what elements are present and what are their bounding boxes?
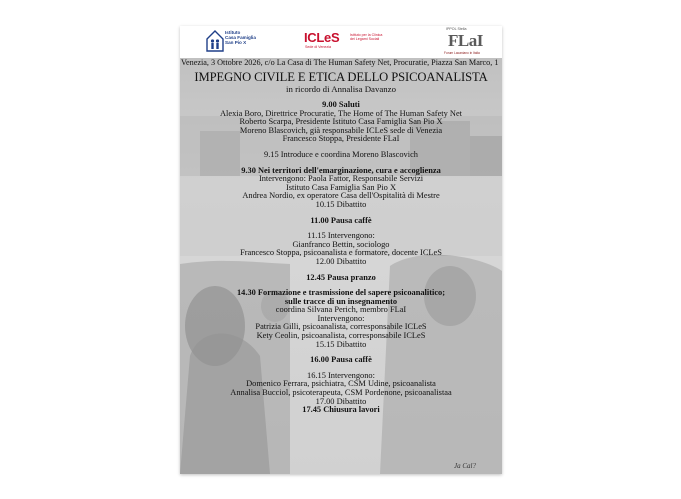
house-family-icon	[206, 28, 224, 52]
session-saluti	[180, 101, 502, 144]
session-late-morning	[180, 232, 502, 266]
flai-logo-top: IPPOL Stella	[446, 27, 467, 31]
flai-logo-bottom: Forum Lacaniano in Italia	[444, 51, 480, 55]
casa-famiglia-logo	[206, 28, 254, 56]
speaker-line: Gianfranco Bettin, sociologo	[292, 239, 390, 249]
session-heading: 9.00 Saluti	[322, 100, 360, 109]
venue-line: Venezia, 3 Ottobre 2026, c/o La Casa di The Human Safety Net, Procuratie, Piazza San Marco, 1	[181, 58, 499, 67]
session-formazione	[180, 289, 502, 349]
coffee-break-afternoon: 16.00 Pausa caffè	[310, 355, 372, 365]
session-heading-cont: sulle tracce di un insegnamento	[284, 296, 398, 306]
session-territori	[180, 167, 502, 210]
speaker-line: Patrizia Gilli, psicoanalista, corresponsabile ICLeS	[255, 322, 427, 332]
speaker-line: Annalisa Bucciol, psicoterapeuta, CSM Pordenone, psicoanalistaa	[230, 388, 452, 398]
program-line: Intervengono:	[317, 313, 365, 323]
flai-logo-mark: FLaI	[448, 31, 483, 50]
program-line: 15.15 Dibattito	[315, 339, 367, 349]
handwritten-signature: Ja Cal?	[454, 462, 476, 470]
speaker-line: Moreno Blascovich, già responsabile ICLeS sede di Venezia	[239, 125, 443, 135]
icles-logo	[304, 30, 394, 54]
lunch-break: 12.45 Pausa pranzo	[306, 272, 376, 282]
program-line: 10.15 Dibattito	[315, 199, 367, 209]
speaker-line: Intervengono: Paola Fattor, Responsabile Servizi	[258, 174, 424, 184]
event-title: IMPEGNO CIVILE E ETICA DELLO PSICOANALISTA	[194, 70, 488, 84]
program-line: 16.15 Intervengono:	[307, 370, 375, 380]
program-line: 11.15 Intervengono:	[307, 231, 375, 241]
session-heading: 14.30 Formazione e trasmissione del sapere psicoanalitico;	[236, 288, 446, 298]
speaker-line: Francesco Stoppa, psicoanalista e formatore, docente ICLeS	[240, 248, 442, 258]
icles-logo-sede: Sede di Venezia	[305, 45, 331, 49]
poster-content	[180, 58, 502, 415]
flai-logo	[442, 26, 490, 57]
session-introduce	[180, 151, 502, 160]
speaker-line: Francesco Stoppa, Presidente FLaI	[282, 134, 400, 144]
speaker-line: Alexia Boro, Direttrice Procuratie, The Home of The Human Safety Net	[219, 108, 463, 118]
program-line: 9.15 Introduce e coordina Moreno Blascovich	[264, 149, 418, 159]
session-heading: 9.30 Nei territori dell'emarginazione, cura e accoglienza	[241, 165, 441, 175]
speaker-line: Kety Ceolin, psicoanalista, corresponsabile ICLeS	[256, 331, 426, 341]
speaker-line: Istituto Casa Famiglia San Pio X	[285, 182, 397, 192]
event-poster	[180, 26, 502, 474]
program-line: 17.00 Dibattito	[315, 396, 367, 406]
icles-logo-mark: ICLeS	[304, 30, 340, 45]
closing-line: 17.45 Chiusura lavori	[302, 405, 380, 415]
speaker-line: Andrea Nordio, ex operatore Casa dell'Ospitalità di Mestre	[242, 191, 440, 201]
program-line: 12.00 Dibattito	[315, 256, 367, 266]
speaker-line: coordina Silvana Perich, membro FLaI	[275, 305, 407, 315]
logo-bar	[180, 26, 502, 58]
casa-famiglia-logo-text: Istituto Casa Famiglia San Pio X	[225, 30, 256, 45]
event-subtitle: in ricordo di Annalisa Davanzo	[286, 84, 396, 94]
icles-logo-tagline: Istituto per la Clinica dei Legami Sociali	[350, 33, 383, 41]
coffee-break-morning: 11.00 Pausa caffè	[310, 215, 372, 225]
speaker-line: Roberto Scarpa, Presidente Istituto Casa Famiglia San Pio X	[239, 117, 443, 127]
session-afternoon	[180, 372, 502, 415]
speaker-line: Domenico Ferrara, psichiatra, CSM Udine, psicoanalista	[246, 379, 436, 389]
